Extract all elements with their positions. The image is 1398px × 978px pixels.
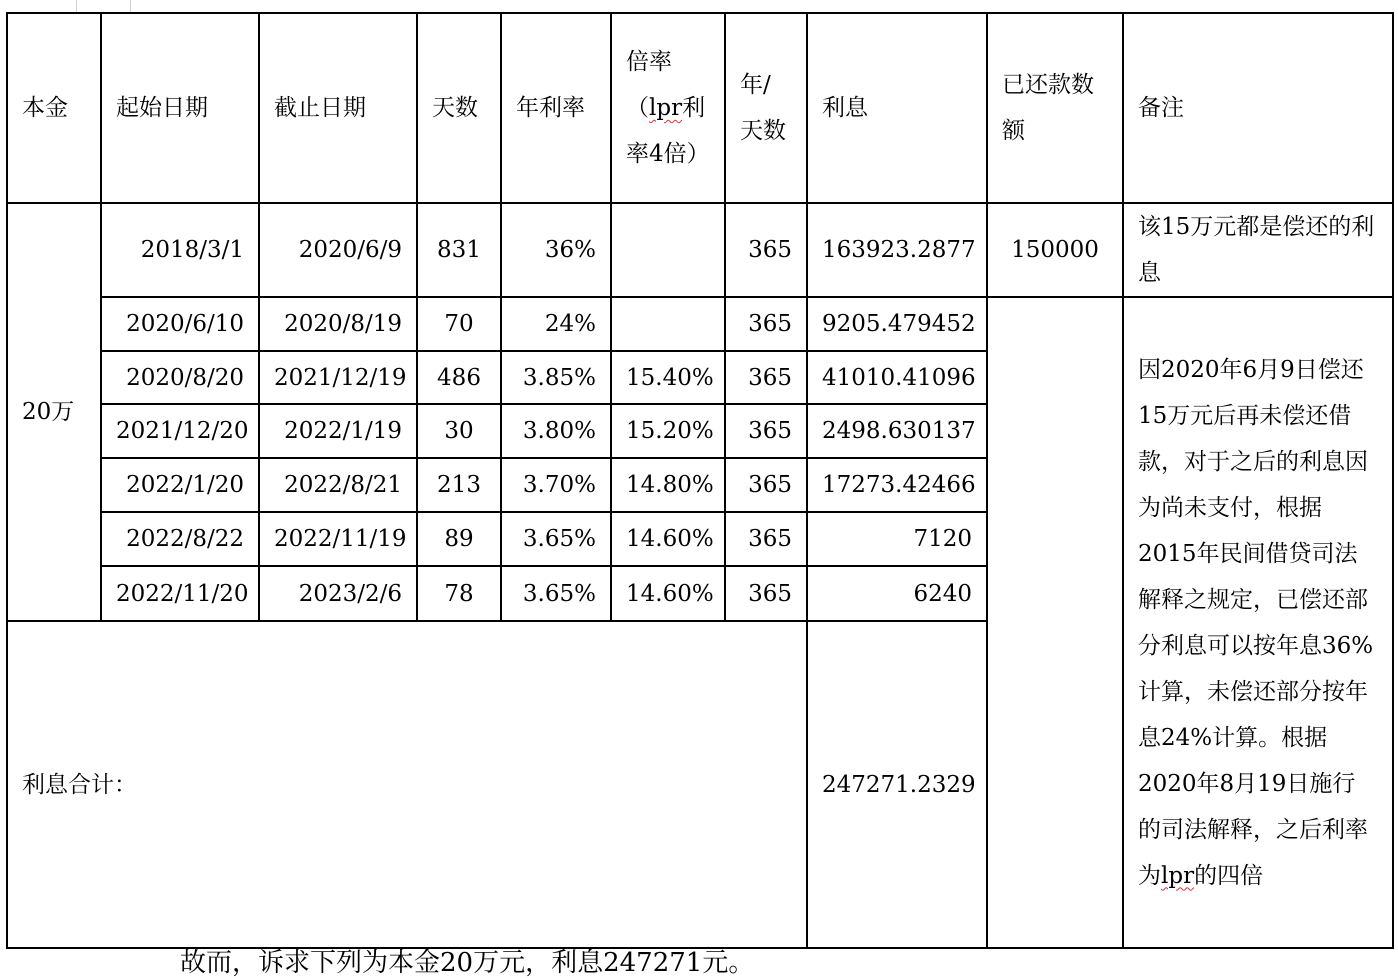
remark-first-cell: 该15万元都是偿还的利息	[1123, 203, 1393, 297]
remark-second-cell	[1123, 297, 1393, 948]
year-days-cell: 365	[725, 351, 807, 404]
principal-cell: 20万	[7, 203, 101, 621]
days-cell: 30	[417, 404, 501, 458]
remark-second-lpr: lpr	[1161, 862, 1195, 889]
header-days: 天数	[417, 13, 501, 203]
repaid-cell: 150000	[987, 203, 1123, 297]
header-interest: 利息	[807, 13, 987, 203]
start-date-cell: 2022/11/20	[101, 566, 259, 621]
end-date-cell: 2022/11/19	[259, 512, 417, 566]
header-start-date: 起始日期	[101, 13, 259, 203]
rate-cell: 36%	[501, 203, 611, 297]
header-multiplier	[611, 13, 725, 203]
days-cell: 486	[417, 351, 501, 404]
interest-cell: 163923.2877	[807, 203, 987, 297]
total-label: 利息合计：	[7, 621, 807, 948]
interest-calculation-table	[6, 12, 1394, 949]
year-days-cell: 365	[725, 404, 807, 458]
days-cell: 831	[417, 203, 501, 297]
year-days-cell: 365	[725, 458, 807, 512]
rate-cell: 24%	[501, 297, 611, 351]
header-remarks: 备注	[1123, 13, 1393, 203]
days-cell: 78	[417, 566, 501, 621]
multiplier-cell	[611, 297, 725, 351]
interest-cell: 2498.630137	[807, 404, 987, 458]
multiplier-cell: 14.60%	[611, 566, 725, 621]
end-date-cell: 2022/1/19	[259, 404, 417, 458]
header-multiplier-pre: 倍率（	[626, 49, 672, 121]
year-days-cell: 365	[725, 566, 807, 621]
rate-cell: 3.70%	[501, 458, 611, 512]
end-date-cell: 2022/8/21	[259, 458, 417, 512]
end-date-cell: 2023/2/6	[259, 566, 417, 621]
remark-second-tail: 的四倍	[1194, 862, 1264, 889]
header-multiplier-post: 利率4倍）	[626, 95, 710, 167]
rate-cell: 3.80%	[501, 404, 611, 458]
start-date-cell: 2020/8/20	[101, 351, 259, 404]
days-cell: 89	[417, 512, 501, 566]
multiplier-cell: 14.80%	[611, 458, 725, 512]
footer-text-fragment: 故而，诉求下列为本金20万元，利息247271元。	[180, 948, 755, 978]
multiplier-cell: 14.60%	[611, 512, 725, 566]
header-row	[7, 13, 1393, 203]
remark-second-text: 因2020年6月9日偿还15万元后再未偿还借款，对于之后的利息因为尚未支付，根据2015年民间借贷司法解释之规定，已偿还部分利息可以按年息36%计算，未偿还部分按年息24%计算。根据2020年8月19日施行的司法解释，之后利率为	[1138, 356, 1374, 889]
start-date-cell: 2022/1/20	[101, 458, 259, 512]
multiplier-cell: 15.20%	[611, 404, 725, 458]
rate-cell: 3.85%	[501, 351, 611, 404]
interest-cell: 7120	[807, 512, 987, 566]
interest-cell: 9205.479452	[807, 297, 987, 351]
interest-cell: 6240	[807, 566, 987, 621]
end-date-cell: 2020/8/19	[259, 297, 417, 351]
rate-cell: 3.65%	[501, 512, 611, 566]
ruler-mark	[76, 0, 77, 12]
header-year-days: 年/天数	[725, 13, 807, 203]
ruler-mark	[130, 0, 131, 12]
year-days-cell: 365	[725, 297, 807, 351]
interest-cell: 41010.41096	[807, 351, 987, 404]
interest-cell: 17273.42466	[807, 458, 987, 512]
days-cell: 70	[417, 297, 501, 351]
start-date-cell: 2018/3/1	[101, 203, 259, 297]
start-date-cell: 2022/8/22	[101, 512, 259, 566]
header-principal: 本金	[7, 13, 101, 203]
header-end-date: 截止日期	[259, 13, 417, 203]
year-days-cell: 365	[725, 512, 807, 566]
table-row	[7, 297, 1393, 351]
year-days-cell: 365	[725, 203, 807, 297]
header-repaid: 已还款数额	[987, 13, 1123, 203]
rate-cell: 3.65%	[501, 566, 611, 621]
end-date-cell: 2020/6/9	[259, 203, 417, 297]
multiplier-cell	[611, 203, 725, 297]
start-date-cell: 2020/6/10	[101, 297, 259, 351]
start-date-cell: 2021/12/20	[101, 404, 259, 458]
header-multiplier-lpr: lpr	[649, 95, 683, 121]
multiplier-cell: 15.40%	[611, 351, 725, 404]
header-annual-rate: 年利率	[501, 13, 611, 203]
repaid-empty-cell	[987, 297, 1123, 948]
total-value: 247271.2329	[807, 621, 987, 948]
days-cell: 213	[417, 458, 501, 512]
table-row	[7, 203, 1393, 297]
end-date-cell: 2021/12/19	[259, 351, 417, 404]
